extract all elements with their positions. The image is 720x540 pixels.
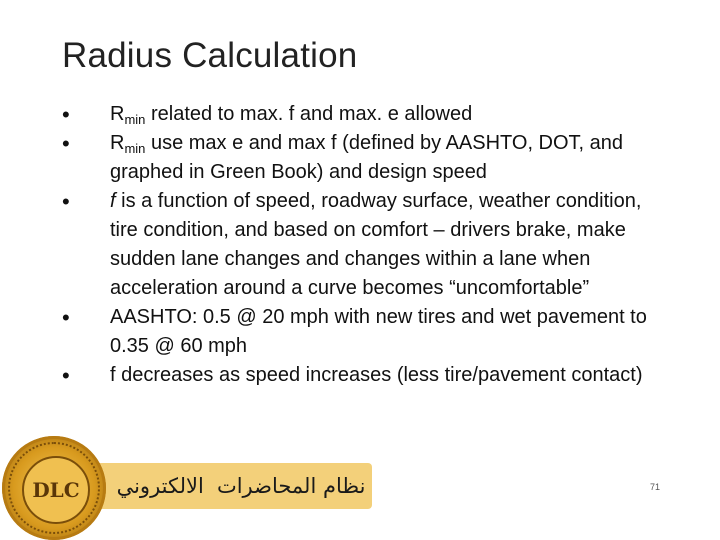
footer-banner <box>96 463 372 509</box>
bullet-prefix: R <box>110 132 125 154</box>
bullet-list <box>60 100 670 390</box>
bullet-marker: • <box>62 131 70 156</box>
bullet-item <box>60 129 670 187</box>
bullet-text: related to max. f and max. e allowed <box>145 103 473 125</box>
bullet-text: use max e and max f (defined by AASHTO, DOT, and graphed in Green Book) and design speed <box>110 132 624 183</box>
bullet-prefix: R <box>110 103 125 125</box>
slide-title: Radius Calculation <box>62 36 358 75</box>
bullet-marker: • <box>62 189 70 214</box>
bullet-marker: • <box>62 363 70 388</box>
bullet-text: f decreases as speed increases (less tire/pavement contact) <box>110 364 643 386</box>
institution-logo <box>2 436 106 540</box>
banner-text-primary: نظام المحاضرات <box>216 474 366 498</box>
bullet-item <box>60 100 670 129</box>
bullet-item <box>60 361 670 390</box>
bullet-subscript: min <box>124 112 146 127</box>
bullet-item <box>60 187 670 303</box>
bullet-text: AASHTO: 0.5 @ 20 mph with new tires and wet pavement to 0.35 @ 60 mph <box>110 306 647 357</box>
bullet-marker: • <box>62 102 70 127</box>
banner-text-secondary: الالكتروني <box>116 474 204 498</box>
bullet-subscript: min <box>124 141 146 156</box>
bullet-italic-lead: f <box>110 190 116 212</box>
page-number: 71 <box>650 482 661 492</box>
bullet-marker: • <box>62 305 70 330</box>
logo-emblem: DLC <box>22 456 90 524</box>
bullet-text: is a function of speed, roadway surface, weather condition, tire condition, and based on comfort – drivers brake, make sudden lane changes and changes within a lane when acceleration around a curve becomes “uncomfortable” <box>110 190 642 299</box>
bullet-item <box>60 303 670 361</box>
